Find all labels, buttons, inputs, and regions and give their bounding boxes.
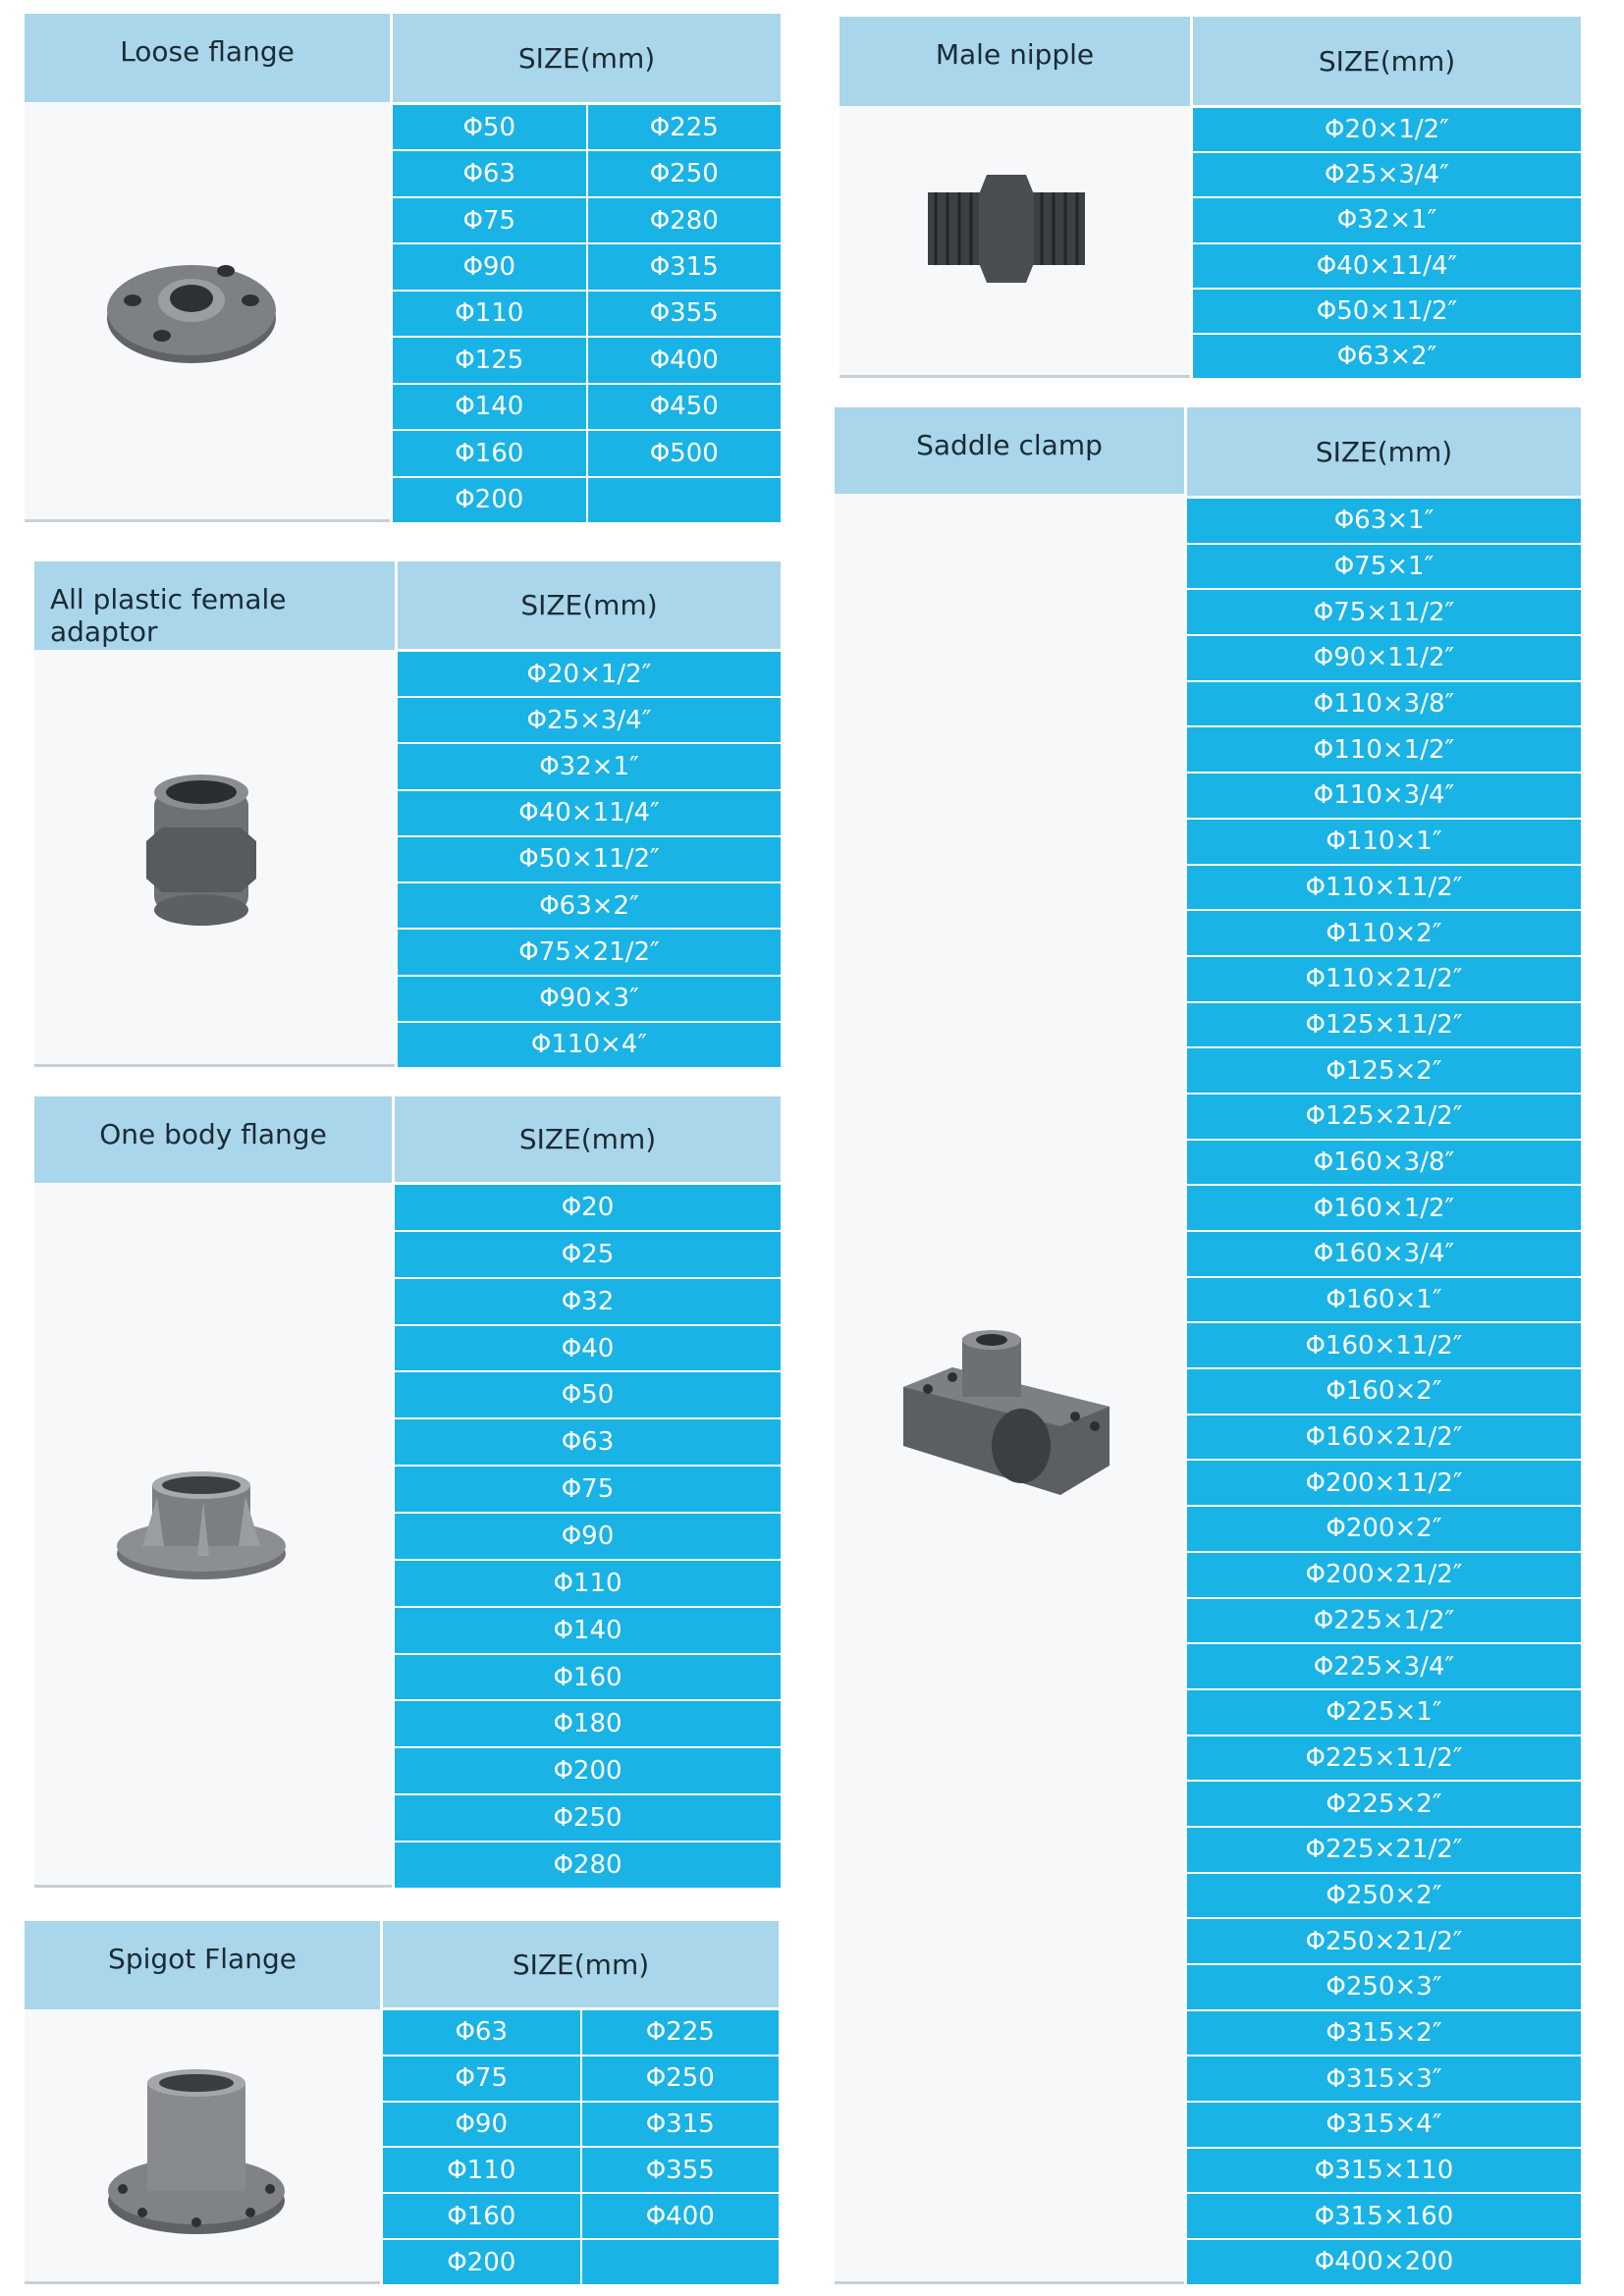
size-cell: Φ400 <box>580 2194 780 2238</box>
size-cell: Φ200×11/2″ <box>1305 1468 1463 1498</box>
table-row <box>1187 1599 1581 1645</box>
table-row <box>395 1467 781 1514</box>
size-cell: Φ315×4″ <box>1326 2109 1442 2140</box>
size-cell: Φ20 <box>561 1192 615 1222</box>
size-cell: Φ355 <box>580 2148 780 2192</box>
product-name: Spigot Flange <box>25 1921 380 2009</box>
table-row <box>395 1561 781 1608</box>
size-header: SIZE(mm) <box>1193 17 1581 108</box>
male-nipple-icon <box>918 165 1095 293</box>
table-row <box>1187 2011 1581 2057</box>
size-cell: Φ75×21/2″ <box>518 936 660 967</box>
table-row <box>398 837 781 883</box>
spigot-flange-icon <box>103 2063 290 2240</box>
size-cell: Φ140 <box>553 1615 623 1645</box>
table-row <box>1193 335 1581 378</box>
table-row <box>1187 1965 1581 2011</box>
table-row <box>1187 727 1581 774</box>
table-row <box>395 1655 781 1702</box>
size-cell: Φ50×11/2″ <box>1316 295 1458 326</box>
size-cell: Φ40 <box>561 1333 615 1363</box>
saddle-clamp-icon <box>893 1328 1119 1505</box>
size-cell: Φ90×11/2″ <box>1313 643 1455 673</box>
table-row <box>1187 1369 1581 1415</box>
size-cell: Φ160×2″ <box>1326 1376 1442 1407</box>
table-row <box>1187 2056 1581 2103</box>
size-cell: Φ75 <box>455 2063 509 2094</box>
product-name: Male nipple <box>839 17 1190 106</box>
size-cell: Φ160×3/4″ <box>1313 1239 1455 1269</box>
table-row <box>1187 636 1581 682</box>
size-cell: Φ90 <box>462 252 516 283</box>
size-cell: Φ355 <box>586 292 782 336</box>
table-row <box>393 198 781 244</box>
size-cell: Φ125×11/2″ <box>1305 1009 1463 1040</box>
loose-flange-icon <box>103 249 280 367</box>
size-table <box>1187 499 1581 2284</box>
table-row <box>1187 1736 1581 1783</box>
table-row <box>393 478 781 522</box>
table-row <box>1187 957 1581 1003</box>
size-cell: Φ32×1″ <box>539 752 639 782</box>
table-row <box>1187 590 1581 636</box>
size-cell: Φ160×1/2″ <box>1313 1193 1455 1223</box>
table-row <box>1187 1461 1581 1507</box>
size-cell: Φ32 <box>561 1286 615 1316</box>
table-row <box>1193 153 1581 198</box>
table-row <box>383 2010 779 2056</box>
table-row <box>1187 2103 1581 2149</box>
product-photo <box>25 102 390 519</box>
panel-all-plastic-female-adaptor <box>34 561 781 1067</box>
table-row <box>393 292 781 338</box>
table-row <box>395 1279 781 1326</box>
table-row <box>393 431 781 477</box>
table-row <box>1187 682 1581 728</box>
size-cell: Φ315×2″ <box>1326 2018 1442 2049</box>
size-cell: Φ90×3″ <box>539 984 639 1014</box>
size-cell: Φ400 <box>586 338 782 382</box>
size-cell: Φ20×1/2″ <box>526 659 652 689</box>
size-cell: Φ200 <box>553 1756 623 1787</box>
size-cell: Φ315 <box>580 2103 780 2147</box>
size-cell: Φ110 <box>455 298 524 329</box>
size-cell: Φ450 <box>586 385 782 429</box>
size-cell: Φ125×21/2″ <box>1305 1101 1463 1132</box>
table-row <box>1193 108 1581 153</box>
size-cell: Φ160×3/8″ <box>1313 1147 1455 1177</box>
table-row <box>1187 1919 1581 1965</box>
panel-one-body-flange <box>34 1096 781 1888</box>
size-cell: Φ25 <box>561 1239 615 1269</box>
table-row <box>398 652 781 698</box>
size-cell: Φ25×3/4″ <box>1325 160 1449 190</box>
table-row <box>398 744 781 790</box>
table-row <box>395 1608 781 1655</box>
table-row <box>1187 820 1581 866</box>
product-name: All plastic female adaptor <box>34 561 395 650</box>
size-header: SIZE(mm) <box>383 1921 779 2010</box>
size-cell: Φ75 <box>462 205 516 236</box>
size-cell: Φ110×3/4″ <box>1313 780 1455 811</box>
table-row <box>395 1795 781 1842</box>
table-row <box>1187 499 1581 545</box>
table-row <box>1187 2240 1581 2284</box>
table-row <box>393 105 781 151</box>
size-cell: Φ20×1/2″ <box>1325 115 1449 145</box>
size-cell: Φ315 <box>586 244 782 289</box>
size-cell: Φ160 <box>447 2201 516 2231</box>
table-row <box>398 1023 781 1067</box>
size-cell: Φ200×2″ <box>1326 1514 1442 1544</box>
table-row <box>1187 1415 1581 1462</box>
table-row <box>398 791 781 837</box>
size-header: SIZE(mm) <box>395 1096 781 1185</box>
product-name: Loose flange <box>25 14 390 102</box>
size-cell: Φ50 <box>561 1380 615 1411</box>
table-row <box>393 244 781 291</box>
product-photo <box>839 106 1190 375</box>
size-table <box>383 2010 779 2284</box>
size-cell: Φ25×3/4″ <box>526 705 652 735</box>
size-cell: Φ63×2″ <box>539 890 639 921</box>
size-cell: Φ280 <box>553 1849 623 1880</box>
size-cell: Φ225×21/2″ <box>1305 1835 1463 1865</box>
table-row <box>1187 1323 1581 1369</box>
size-cell: Φ315×160 <box>1314 2201 1454 2231</box>
table-row <box>398 698 781 744</box>
size-cell: Φ110×3/8″ <box>1313 689 1455 720</box>
size-cell: Φ63 <box>455 2017 509 2048</box>
table-row <box>393 385 781 431</box>
size-cell: Φ225×1/2″ <box>1313 1605 1455 1635</box>
size-cell: Φ110×4″ <box>530 1030 648 1060</box>
size-cell <box>580 2240 780 2284</box>
size-cell: Φ200×21/2″ <box>1305 1560 1463 1590</box>
size-cell: Φ40×11/4″ <box>1316 250 1458 281</box>
table-row <box>395 1701 781 1748</box>
female-adaptor-icon <box>142 763 260 930</box>
table-row <box>1187 2194 1581 2240</box>
size-header: SIZE(mm) <box>1187 407 1581 499</box>
table-row <box>395 1842 781 1888</box>
panel-saddle-clamp <box>835 407 1581 2284</box>
size-header: SIZE(mm) <box>398 561 781 652</box>
size-cell: Φ63×2″ <box>1336 341 1437 371</box>
size-cell: Φ315×3″ <box>1326 2063 1442 2094</box>
size-cell: Φ90 <box>455 2109 509 2140</box>
table-row <box>395 1419 781 1467</box>
size-cell: Φ400×200 <box>1314 2247 1454 2277</box>
table-row <box>1193 198 1581 243</box>
size-cell: Φ110×2″ <box>1326 918 1442 948</box>
table-row <box>1187 911 1581 957</box>
size-cell: Φ200 <box>447 2247 516 2277</box>
table-row <box>395 1514 781 1561</box>
size-cell: Φ75×11/2″ <box>1313 597 1455 627</box>
size-cell: Φ50 <box>462 112 516 142</box>
panel-loose-flange <box>25 14 781 522</box>
size-cell: Φ110 <box>447 2155 516 2185</box>
table-row <box>1187 1141 1581 1187</box>
table-row <box>1187 1003 1581 1049</box>
product-name: One body flange <box>34 1096 392 1183</box>
size-cell: Φ160 <box>553 1662 623 1692</box>
table-row <box>1187 1186 1581 1232</box>
size-cell: Φ125 <box>455 345 524 375</box>
size-table <box>393 105 781 522</box>
size-cell: Φ225×3/4″ <box>1313 1651 1455 1682</box>
size-cell: Φ140 <box>455 392 524 422</box>
size-cell: Φ500 <box>586 431 782 475</box>
size-table <box>1193 108 1581 378</box>
table-row <box>1187 1507 1581 1553</box>
product-photo <box>34 1183 392 1885</box>
size-cell: Φ40×11/4″ <box>518 798 660 828</box>
table-row <box>1187 1095 1581 1141</box>
size-cell: Φ225×1″ <box>1326 1697 1442 1728</box>
size-cell: Φ280 <box>586 198 782 242</box>
table-row <box>1187 1690 1581 1736</box>
size-cell: Φ250 <box>553 1803 623 1834</box>
table-row <box>1187 1874 1581 1920</box>
size-cell: Φ225 <box>580 2010 780 2055</box>
table-row <box>395 1185 781 1232</box>
size-cell: Φ110 <box>553 1568 623 1598</box>
size-cell: Φ75×1″ <box>1333 552 1435 582</box>
one-body-flange-icon <box>113 1458 290 1585</box>
size-cell: Φ180 <box>553 1709 623 1739</box>
size-cell: Φ250 <box>586 151 782 195</box>
table-row <box>395 1232 781 1279</box>
size-cell: Φ250×21/2″ <box>1305 1926 1463 1956</box>
size-cell: Φ225 <box>586 105 782 149</box>
product-photo <box>25 2009 380 2281</box>
product-name: Saddle clamp <box>835 407 1184 494</box>
size-cell: Φ75 <box>561 1474 615 1505</box>
product-photo <box>835 494 1184 2281</box>
table-row <box>1187 1048 1581 1095</box>
size-cell: Φ50×11/2″ <box>518 844 660 875</box>
size-table <box>398 652 781 1067</box>
table-row <box>383 2056 779 2103</box>
product-photo <box>34 650 395 1064</box>
size-cell: Φ225×11/2″ <box>1305 1742 1463 1773</box>
size-cell: Φ32×1″ <box>1336 205 1437 236</box>
table-row <box>395 1326 781 1373</box>
size-table <box>395 1185 781 1888</box>
size-header: SIZE(mm) <box>393 14 781 105</box>
size-cell: Φ125×2″ <box>1326 1055 1442 1086</box>
size-cell: Φ90 <box>561 1521 615 1551</box>
size-cell: Φ160 <box>455 438 524 468</box>
size-cell: Φ315×110 <box>1314 2156 1454 2186</box>
size-cell: Φ160×1″ <box>1326 1285 1442 1315</box>
table-row <box>1187 1553 1581 1599</box>
size-cell: Φ160×21/2″ <box>1305 1422 1463 1453</box>
size-cell: Φ110×11/2″ <box>1305 872 1463 902</box>
table-row <box>398 930 781 976</box>
table-row <box>398 977 781 1023</box>
size-cell: Φ63×1″ <box>1333 506 1435 536</box>
size-cell: Φ200 <box>455 485 524 515</box>
table-row <box>398 883 781 930</box>
size-cell: Φ63 <box>462 159 516 189</box>
size-cell: Φ250×2″ <box>1326 1880 1442 1910</box>
size-cell: Φ110×1/2″ <box>1313 734 1455 765</box>
table-row <box>1187 1644 1581 1690</box>
table-row <box>1187 1278 1581 1324</box>
size-cell: Φ250×3″ <box>1326 1972 1442 2002</box>
table-row <box>383 2194 779 2240</box>
table-row <box>1187 866 1581 912</box>
table-row <box>395 1372 781 1419</box>
table-row <box>395 1748 781 1795</box>
table-row <box>393 338 781 384</box>
size-cell: Φ63 <box>561 1427 615 1458</box>
panel-male-nipple <box>839 17 1581 378</box>
table-row <box>1187 545 1581 591</box>
size-cell: Φ110×21/2″ <box>1305 964 1463 994</box>
table-row <box>383 2103 779 2149</box>
size-cell <box>586 478 782 522</box>
table-row <box>1187 1828 1581 1874</box>
size-cell: Φ250 <box>580 2056 780 2101</box>
table-row <box>393 151 781 197</box>
table-row <box>1193 290 1581 335</box>
size-cell: Φ110×1″ <box>1326 827 1442 857</box>
table-row <box>1187 1782 1581 1828</box>
table-row <box>1187 1232 1581 1278</box>
size-cell: Φ225×2″ <box>1326 1789 1442 1819</box>
table-row <box>383 2240 779 2284</box>
table-row <box>1187 2149 1581 2195</box>
table-row <box>1193 244 1581 290</box>
size-cell: Φ160×11/2″ <box>1305 1330 1463 1361</box>
panel-spigot-flange <box>25 1921 779 2284</box>
table-row <box>1187 774 1581 820</box>
table-row <box>383 2148 779 2194</box>
